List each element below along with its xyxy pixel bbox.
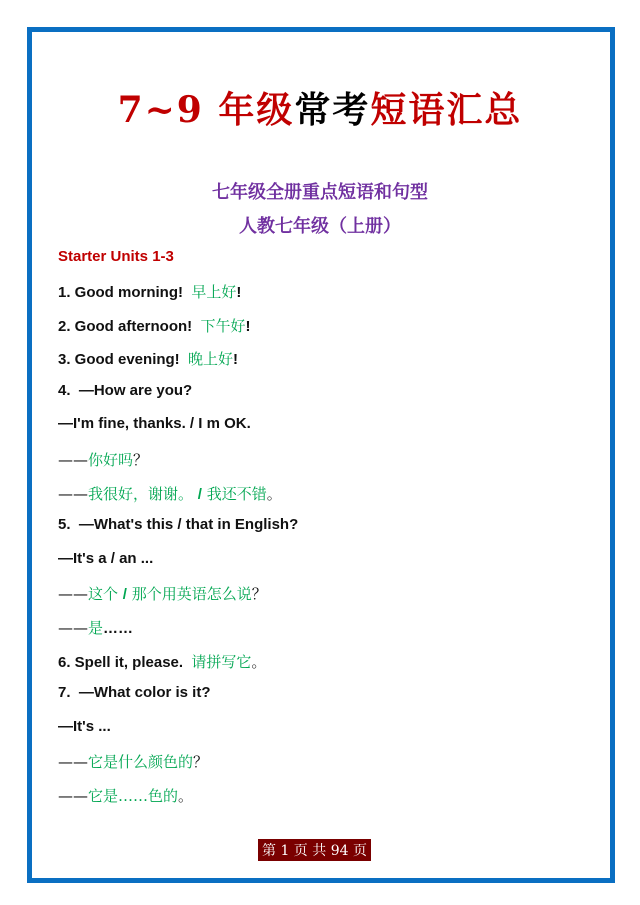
english-text: —— xyxy=(58,786,88,805)
chinese-translation: 早上好 xyxy=(191,283,237,301)
english-text: ？ xyxy=(193,753,209,772)
english-text: —— xyxy=(58,450,88,469)
english-text: 3. Good evening! xyxy=(58,351,189,369)
english-text: —It's a / an ... xyxy=(58,549,154,567)
title-part: 常考 xyxy=(294,89,371,131)
english-text: —— xyxy=(58,484,88,503)
phrase-line xyxy=(58,785,298,819)
chinese-translation: 是 xyxy=(88,618,104,637)
chinese-translation: 我还不错 xyxy=(201,484,267,503)
phrase-line xyxy=(58,348,298,382)
phrase-line xyxy=(58,684,298,718)
subtitle-textbook: 人教七年级（上册） xyxy=(239,216,401,236)
english-text: ？ xyxy=(251,585,267,604)
phrase-line xyxy=(58,550,298,584)
english-text: 1. Good morning! xyxy=(58,284,192,301)
phrase-list xyxy=(58,281,298,819)
phrase-line xyxy=(58,583,298,617)
english-text: 7. —What color is it? xyxy=(58,684,211,702)
english-text: 4. —How are you? xyxy=(58,381,193,399)
english-text: 。 xyxy=(251,652,267,671)
chinese-translation: 它是……色的 xyxy=(88,786,179,805)
chinese-translation: 下午好 xyxy=(200,316,246,335)
english-text: —It's ... xyxy=(58,717,111,735)
chinese-translation: 那个用英语怎么说 xyxy=(126,585,252,604)
phrase-line xyxy=(58,281,298,315)
chinese-translation: 这个 xyxy=(88,585,123,604)
title-part: 7~9 年级 xyxy=(117,89,295,131)
phrase-line xyxy=(58,415,298,449)
chinese-translation: / xyxy=(197,485,202,503)
english-text: ! xyxy=(245,317,251,335)
phrase-line xyxy=(58,718,298,752)
chinese-translation: / xyxy=(122,586,127,604)
english-text: —I'm fine, thanks. / I m OK. xyxy=(58,415,251,433)
phrase-line xyxy=(58,651,298,685)
phrase-line xyxy=(58,751,298,785)
page-number: 第 1 页 共 94 页 xyxy=(258,839,371,861)
chinese-translation: 晚上好 xyxy=(188,350,234,369)
chinese-translation: 你好吗 xyxy=(88,450,134,469)
chinese-translation: 请拼写它 xyxy=(191,652,252,671)
english-text: …… xyxy=(103,619,134,637)
phrase-line xyxy=(58,617,298,651)
page-title xyxy=(0,82,640,133)
english-text: 。 xyxy=(266,484,282,503)
subtitle-grade: 七年级全册重点短语和句型 xyxy=(212,182,428,202)
english-text: 。 xyxy=(178,786,194,805)
english-text: ! xyxy=(233,351,239,369)
english-text: 2. Good afternoon! xyxy=(58,317,201,335)
title-part: 短语汇总 xyxy=(370,89,523,131)
chinese-translation: 我很好，谢谢。 xyxy=(88,484,198,503)
english-text: 5. —What's this / that in English? xyxy=(58,516,299,534)
phrase-line xyxy=(58,516,298,550)
section-heading: Starter Units 1-3 xyxy=(58,248,174,265)
english-text: —— xyxy=(58,585,88,604)
english-text: 6. Spell it, please. xyxy=(58,653,192,671)
phrase-line xyxy=(58,382,298,416)
english-text: ! xyxy=(236,284,242,301)
phrase-line xyxy=(58,449,298,483)
english-text: ？ xyxy=(133,450,149,469)
english-text: —— xyxy=(58,753,88,772)
chinese-translation: 它是什么颜色的 xyxy=(88,753,194,772)
phrase-line xyxy=(58,483,298,517)
phrase-line xyxy=(58,315,298,349)
english-text: —— xyxy=(58,618,88,637)
